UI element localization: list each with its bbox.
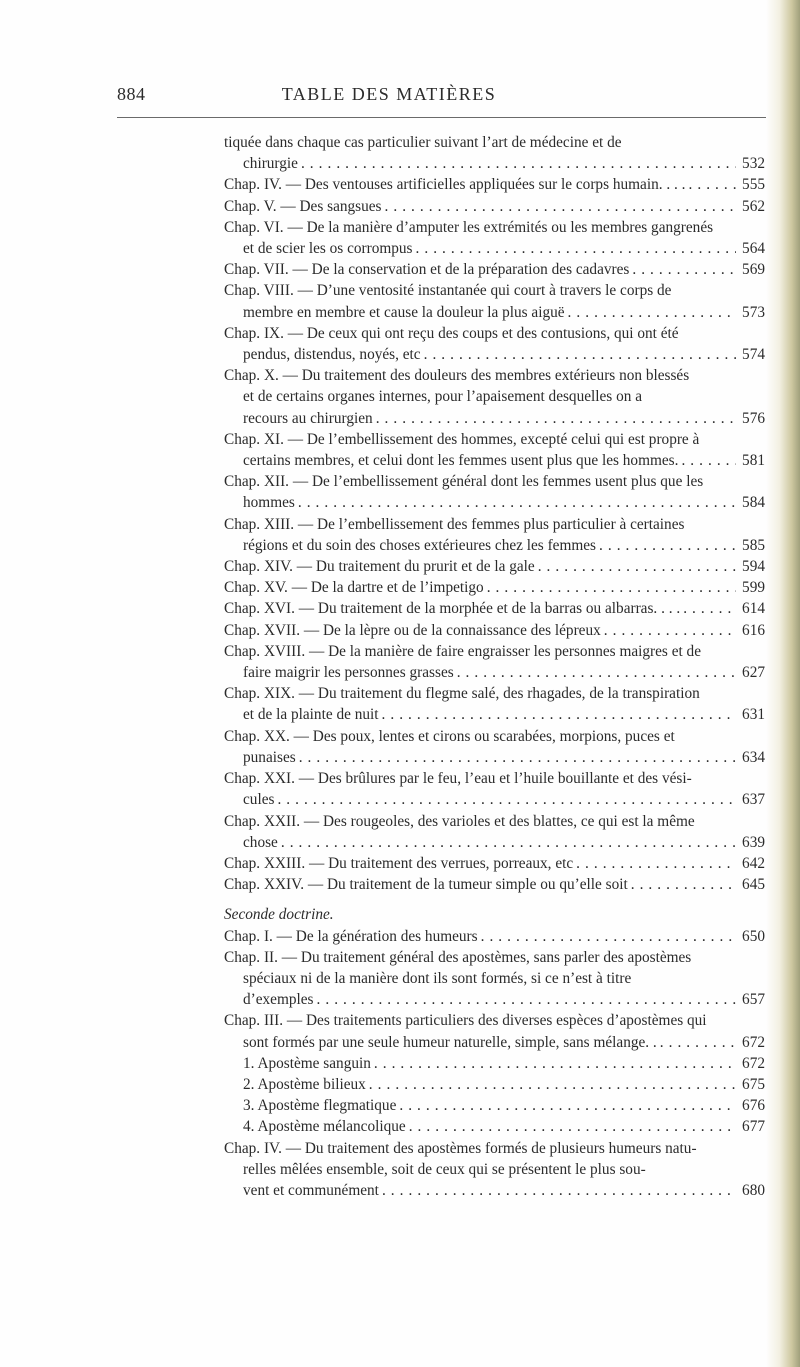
toc-line bbox=[224, 1159, 765, 1180]
toc-line-text: Chap. XI. — De l’embellissement des hommes, excepté celui qui est propre à bbox=[224, 430, 700, 448]
dot-leader bbox=[424, 344, 736, 365]
toc-line-text: Chap. III. — Des traitements particuliers des diverses espèces d’apostèmes qui bbox=[224, 1012, 707, 1030]
dot-leader bbox=[374, 1053, 736, 1074]
section-heading: Seconde doctrine. bbox=[224, 906, 334, 924]
toc-line-text: cules bbox=[243, 791, 275, 809]
toc-entry bbox=[224, 471, 765, 513]
toc-line-text: Chap. I. — De la génération des humeurs bbox=[224, 927, 478, 945]
toc-line bbox=[224, 1074, 765, 1095]
toc-page-number: 616 bbox=[742, 621, 765, 639]
toc-entry bbox=[224, 556, 765, 577]
toc-line bbox=[224, 874, 765, 895]
toc-line-text: hommes bbox=[243, 494, 295, 512]
toc-entry bbox=[224, 132, 765, 174]
toc-page-number: 639 bbox=[742, 833, 765, 851]
toc-entry bbox=[224, 1010, 765, 1052]
toc-line bbox=[224, 408, 765, 429]
toc-page-number: 650 bbox=[742, 927, 765, 945]
toc-page-number: 637 bbox=[742, 791, 765, 809]
toc-line bbox=[224, 726, 765, 747]
toc-line bbox=[224, 535, 765, 556]
toc-entry bbox=[224, 323, 765, 365]
toc-page-number: 594 bbox=[742, 558, 765, 576]
toc-page-number: 672 bbox=[742, 1054, 765, 1072]
toc-entry bbox=[224, 768, 765, 810]
toc-line bbox=[224, 1095, 765, 1116]
toc-line-text: certains membres, et celui dont les femmes usent plus que les hommes. bbox=[243, 452, 679, 470]
toc-entry bbox=[224, 926, 765, 947]
toc-line-text: Chap. XXIV. — Du traitement de la tumeur simple ou qu’elle soit bbox=[224, 876, 628, 894]
dot-leader bbox=[299, 747, 736, 768]
toc-page-number: 584 bbox=[742, 494, 765, 512]
toc-line-text: sont formés par une seule humeur naturelle, simple, sans mélange. . bbox=[243, 1033, 657, 1051]
page-number: 884 bbox=[117, 84, 146, 104]
toc-page-number: 599 bbox=[742, 579, 765, 597]
dot-leader bbox=[301, 153, 736, 174]
toc-entry bbox=[224, 217, 765, 259]
dot-leader bbox=[689, 174, 737, 195]
toc-line-text: Chap. VI. — De la manière d’amputer les extrémités ou les membres gangrenés bbox=[224, 218, 714, 236]
toc-line bbox=[224, 704, 765, 725]
page-edge-shadow bbox=[766, 0, 800, 1367]
toc-line-text: Chap. XIII. — De l’embellissement des femmes plus particulier à certaines bbox=[224, 515, 685, 533]
toc-line-text: Chap. XXI. — Des brûlures par le feu, l’eau et l’huile bouillante et des vési- bbox=[224, 770, 692, 788]
toc-page-number: 676 bbox=[742, 1097, 765, 1115]
toc-line-text: 2. Apostème bilieux bbox=[243, 1075, 366, 1093]
toc-line bbox=[224, 429, 765, 450]
toc-line-text: relles mêlées ensemble, soit de ceux qui se présentent le plus sou- bbox=[243, 1160, 646, 1178]
toc-line bbox=[224, 853, 765, 874]
toc-entry bbox=[224, 947, 765, 1011]
dot-leader bbox=[369, 1074, 736, 1095]
header-rule bbox=[117, 117, 766, 118]
toc-page-number: 562 bbox=[742, 197, 765, 215]
toc-line bbox=[224, 1138, 765, 1159]
toc-line-text: 1. Apostème sanguin bbox=[243, 1054, 371, 1072]
dot-leader bbox=[632, 259, 736, 280]
toc-page-number: 574 bbox=[742, 346, 765, 364]
toc-line-text: Chap. IX. — De ceux qui ont reçu des coups et des contusions, qui ont été bbox=[224, 324, 679, 342]
toc-page-number: 614 bbox=[742, 600, 765, 618]
toc-line bbox=[224, 641, 765, 662]
toc-entry bbox=[224, 1138, 765, 1202]
toc-line-text: Chap. X. — Du traitement des douleurs des membres extérieurs non blessés bbox=[224, 367, 690, 385]
toc-line bbox=[224, 556, 765, 577]
dot-leader bbox=[681, 450, 736, 471]
toc-page-number: 581 bbox=[742, 452, 765, 470]
toc-page-number: 677 bbox=[742, 1118, 765, 1136]
toc-line-text: punaises bbox=[243, 748, 296, 766]
toc-line bbox=[224, 386, 765, 407]
toc-page-number: 675 bbox=[742, 1075, 765, 1093]
dot-leader bbox=[604, 620, 736, 641]
toc-line-text: d’exemples bbox=[243, 991, 314, 1009]
toc-line-text: Chap. XV. — De la dartre et de l’impetigo bbox=[224, 579, 484, 597]
toc-line-text: régions et du soin des choses extérieures chez les femmes bbox=[243, 536, 596, 554]
toc-line-text: Chap. II. — Du traitement général des apostèmes, sans parler des apostèmes bbox=[224, 948, 692, 966]
dot-leader bbox=[576, 853, 736, 874]
toc-line bbox=[224, 196, 765, 217]
toc-line bbox=[224, 344, 765, 365]
toc-line-text: chose bbox=[243, 833, 278, 851]
toc-line bbox=[224, 132, 765, 153]
toc-line-text: vent et communément bbox=[243, 1181, 379, 1199]
toc-line-text: et de certains organes internes, pour l’apaisement desquelles on a bbox=[243, 388, 642, 406]
toc-line bbox=[224, 1010, 765, 1031]
toc-entry bbox=[224, 429, 765, 471]
toc-line bbox=[224, 577, 765, 598]
toc-line-text: Chap. XXIII. — Du traitement des verrues, porreaux, etc bbox=[224, 854, 574, 872]
dot-leader bbox=[399, 1095, 736, 1116]
toc-line bbox=[224, 259, 765, 280]
dot-leader bbox=[457, 662, 736, 683]
toc-line bbox=[224, 989, 765, 1010]
toc-subentry bbox=[224, 1074, 765, 1095]
toc-line-text: membre en membre et cause la douleur la plus aiguë bbox=[243, 303, 565, 321]
toc-line-text: chirurgie bbox=[243, 155, 298, 173]
page-header bbox=[117, 84, 637, 108]
toc-line-text: 3. Apostème flegmatique bbox=[243, 1097, 397, 1115]
toc-subentry bbox=[224, 1116, 765, 1137]
toc-line bbox=[224, 514, 765, 535]
toc-page-number: 657 bbox=[742, 991, 765, 1009]
toc-line bbox=[224, 926, 765, 947]
toc-line-text: Chap. XVII. — De la lèpre ou de la connaissance des lépreux bbox=[224, 621, 601, 639]
toc-entry bbox=[224, 811, 765, 853]
running-title: TABLE DES MATIÈRES bbox=[281, 84, 497, 104]
toc-line bbox=[224, 238, 765, 259]
toc-line bbox=[224, 365, 765, 386]
toc-line-text: spéciaux ni de la manière dont ils sont formés, si ce n’est à titre bbox=[243, 969, 632, 987]
toc-entry bbox=[224, 365, 765, 429]
toc-line-text: Chap. XIV. — Du traitement du prurit et de la gale bbox=[224, 558, 535, 576]
toc-line-text: Chap. V. — Des sangsues bbox=[224, 197, 382, 215]
toc-line bbox=[224, 174, 765, 195]
toc-page-number: 645 bbox=[742, 876, 765, 894]
dot-leader bbox=[481, 926, 736, 947]
toc-line-text: tiquée dans chaque cas particulier suivant l’art de médecine et de bbox=[224, 134, 622, 151]
toc-subentry bbox=[224, 1053, 765, 1074]
toc-line bbox=[224, 789, 765, 810]
toc-entry bbox=[224, 620, 765, 641]
toc-line bbox=[224, 1180, 765, 1201]
toc-line-text: Chap. XXII. — Des rougeoles, des varioles et des blattes, ce qui est la même bbox=[224, 812, 695, 830]
toc-entry bbox=[224, 726, 765, 768]
toc-entry bbox=[224, 174, 765, 195]
toc-page-number: 532 bbox=[742, 155, 765, 173]
toc-entry bbox=[224, 874, 765, 895]
toc-page-number: 631 bbox=[742, 706, 765, 724]
toc-line bbox=[224, 471, 765, 492]
toc-line bbox=[224, 323, 765, 344]
toc-entry bbox=[224, 280, 765, 322]
toc-page-number: 555 bbox=[742, 176, 765, 194]
toc-page-number: 627 bbox=[742, 664, 765, 682]
toc-page-number: 642 bbox=[742, 854, 765, 872]
dot-leader bbox=[683, 598, 736, 619]
toc-line-text: Chap. VII. — De la conservation et de la préparation des cadavres bbox=[224, 261, 630, 279]
toc-line bbox=[224, 768, 765, 789]
toc-page-number: 585 bbox=[742, 536, 765, 554]
toc-line-text: Chap. XII. — De l’embellissement général dont les femmes usent plus que les bbox=[224, 473, 704, 491]
dot-leader bbox=[281, 832, 736, 853]
toc-line-text: Chap. XIX. — Du traitement du flegme salé, des rhagades, de la transpiration bbox=[224, 685, 700, 703]
toc-line bbox=[224, 1032, 765, 1053]
toc-line-text: Chap. XVI. — Du traitement de la morphée et de la barras ou albarras. . . . bbox=[224, 600, 681, 618]
toc-line bbox=[224, 1053, 765, 1074]
toc-entry bbox=[224, 853, 765, 874]
toc-entry bbox=[224, 641, 765, 683]
toc-entry bbox=[224, 598, 765, 619]
toc-line bbox=[224, 217, 765, 238]
toc-line bbox=[224, 683, 765, 704]
toc-line bbox=[224, 947, 765, 968]
toc-page-number: 564 bbox=[742, 240, 765, 258]
dot-leader bbox=[277, 789, 736, 810]
toc-page-number: 573 bbox=[742, 303, 765, 321]
dot-leader bbox=[660, 1032, 736, 1053]
dot-leader bbox=[376, 408, 736, 429]
toc-subentry bbox=[224, 1095, 765, 1116]
toc-line-text: Chap. IV. — Des ventouses artificielles appliquées sur le corps humain. . . . bbox=[224, 176, 686, 194]
dot-leader bbox=[631, 874, 736, 895]
toc-page-number: 576 bbox=[742, 409, 765, 427]
dot-leader bbox=[416, 238, 737, 259]
toc-line bbox=[224, 280, 765, 301]
toc-line bbox=[224, 662, 765, 683]
toc-line-text: Chap. VIII. — D’une ventosité instantanée qui court à travers le corps de bbox=[224, 282, 672, 300]
toc-line bbox=[224, 302, 765, 323]
toc-line-text: et de scier les os corrompus bbox=[243, 240, 413, 258]
dot-leader bbox=[382, 704, 737, 725]
toc-page-number: 680 bbox=[742, 1181, 765, 1199]
toc-line bbox=[224, 620, 765, 641]
dot-leader bbox=[385, 196, 736, 217]
toc-entry bbox=[224, 196, 765, 217]
toc-line bbox=[224, 1116, 765, 1137]
toc-line-text: et de la plainte de nuit bbox=[243, 706, 379, 724]
toc-line-text: pendus, distendus, noyés, etc bbox=[243, 346, 421, 364]
dot-leader bbox=[409, 1116, 736, 1137]
toc-page-number: 672 bbox=[742, 1033, 765, 1051]
dot-leader bbox=[599, 535, 736, 556]
toc-entry bbox=[224, 683, 765, 725]
toc-line bbox=[224, 832, 765, 853]
toc-line bbox=[224, 811, 765, 832]
toc-line bbox=[224, 747, 765, 768]
toc-entry bbox=[224, 259, 765, 280]
toc-line-text: 4. Apostème mélancolique bbox=[243, 1118, 406, 1136]
toc-page-number: 634 bbox=[742, 748, 765, 766]
dot-leader bbox=[487, 577, 736, 598]
toc-line bbox=[224, 492, 765, 513]
table-of-contents bbox=[224, 132, 765, 1201]
toc-line-text: Chap. IV. — Du traitement des apostèmes formés de plusieurs humeurs natu- bbox=[224, 1139, 697, 1157]
dot-leader bbox=[568, 302, 736, 323]
toc-line bbox=[224, 450, 765, 471]
dot-leader bbox=[317, 989, 736, 1010]
toc-line bbox=[224, 968, 765, 989]
toc-line bbox=[224, 153, 765, 174]
toc-line-text: Chap. XX. — Des poux, lentes et cirons ou scarabées, morpions, puces et bbox=[224, 727, 675, 745]
toc-line-text: faire maigrir les personnes grasses bbox=[243, 664, 454, 682]
toc-line-text: recours au chirurgien bbox=[243, 409, 373, 427]
dot-leader bbox=[298, 492, 736, 513]
toc-entry bbox=[224, 514, 765, 556]
dot-leader bbox=[382, 1180, 736, 1201]
dot-leader bbox=[538, 556, 736, 577]
toc-line bbox=[224, 598, 765, 619]
toc-line-text: Chap. XVIII. — De la manière de faire engraisser les personnes maigres et de bbox=[224, 642, 701, 660]
toc-page-number: 569 bbox=[742, 261, 765, 279]
toc-entry bbox=[224, 577, 765, 598]
